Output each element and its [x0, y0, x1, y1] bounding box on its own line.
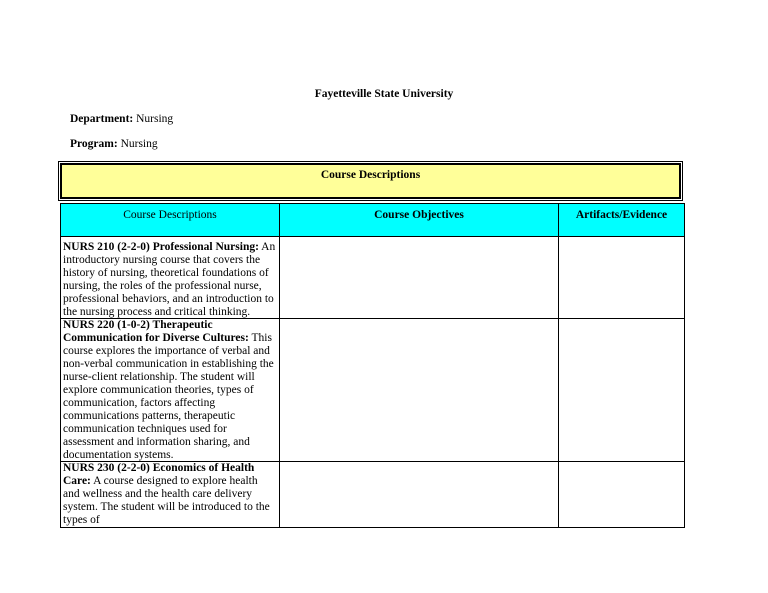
course-table — [60, 203, 685, 528]
program-line — [70, 138, 158, 150]
course-description-cell — [61, 462, 280, 528]
program-value: Nursing — [120, 138, 158, 150]
course-objectives-cell — [280, 237, 559, 319]
course-descriptions-banner — [60, 163, 681, 199]
header-course-objectives: Course Objectives — [280, 204, 559, 237]
header-artifacts-evidence: Artifacts/Evidence — [559, 204, 685, 237]
artifacts-evidence-cell — [559, 462, 685, 528]
course-objectives-cell — [280, 462, 559, 528]
banner-title: Course Descriptions — [320, 169, 421, 181]
table-header-row — [61, 204, 685, 237]
table-row — [61, 462, 685, 528]
course-description-text: An introductory nursing course that covers the history of nursing, theoretical foundations of nursing, the roles of the professional nurse, professional behaviors, and an introduction to the nursing process and critical thinking. — [63, 241, 276, 318]
artifacts-evidence-cell — [559, 319, 685, 462]
department-line — [70, 113, 173, 125]
header-course-descriptions: Course Descriptions — [61, 204, 280, 237]
course-objectives-cell — [280, 319, 559, 462]
table-row — [61, 319, 685, 462]
department-value: Nursing — [136, 113, 174, 125]
program-label: Program: — [70, 138, 118, 150]
course-name: NURS 230 (2-2-0) Economics of Health Care: — [63, 462, 255, 488]
artifacts-evidence-cell — [559, 237, 685, 319]
course-description-text: A course designed to explore health and wellness and the health care delivery system. The student will be introduced to the types of — [63, 475, 270, 527]
course-name: NURS 210 (2-2-0) Professional Nursing: — [63, 241, 259, 253]
course-name: NURS 220 (1-0-2) Therapeutic Communication for Diverse Cultures: — [63, 319, 249, 345]
table-row — [61, 237, 685, 319]
university-title: Fayetteville State University — [314, 88, 454, 100]
course-description-text: This course explores the importance of verbal and non-verbal communication in establishing the nurse-client relationship. The student will explore communication theories, types of communication, factors affecting communications patterns, therapeutic communication techniques used for assessment and information sharing, and documentation systems. — [63, 332, 274, 461]
department-label: Department: — [70, 113, 134, 125]
course-description-cell — [61, 237, 280, 319]
course-description-cell — [61, 319, 280, 462]
